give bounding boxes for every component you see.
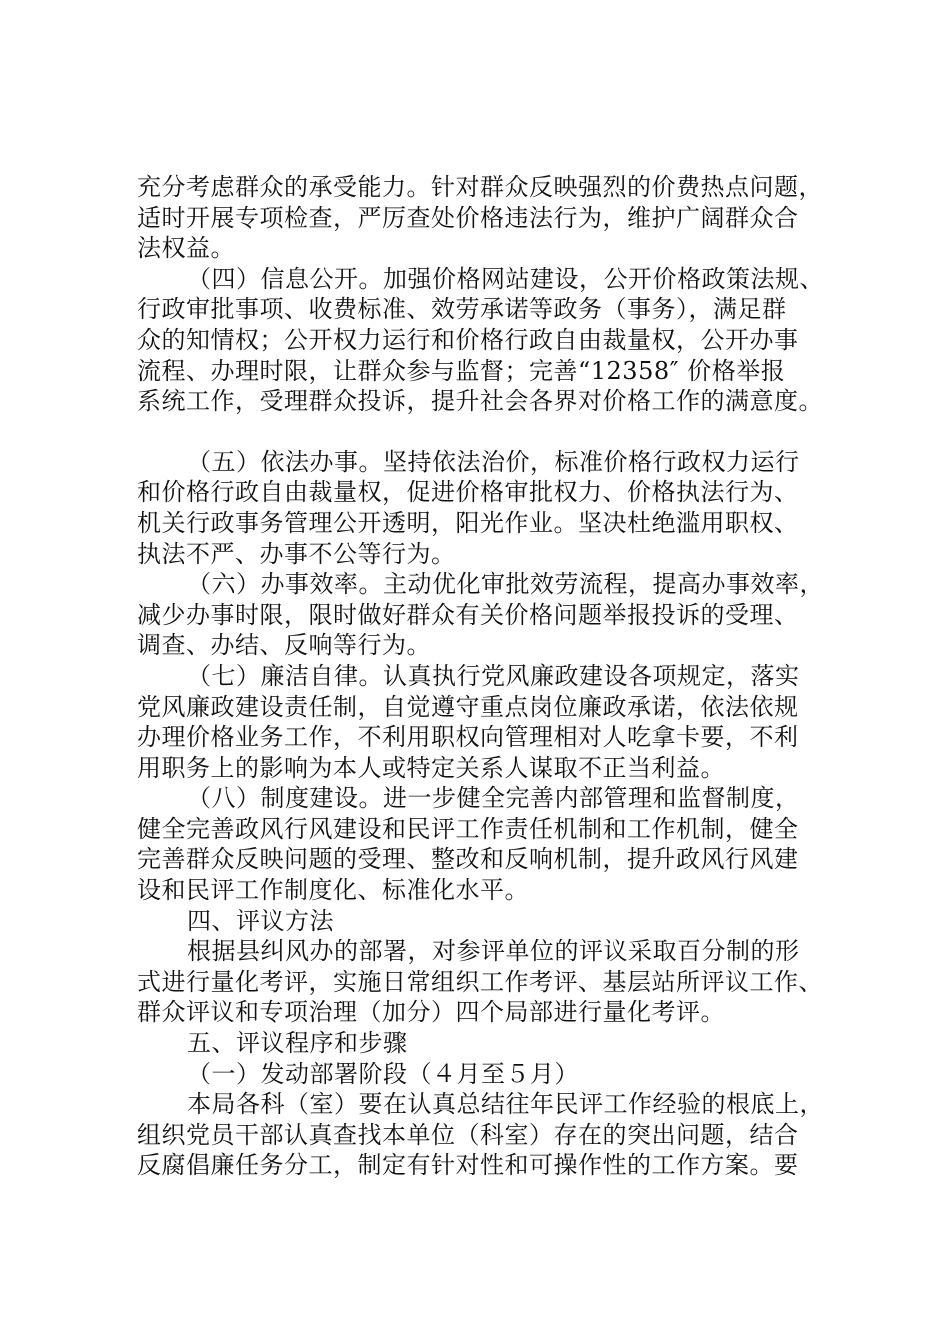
text-line: 众的知情权；公开权力运行和价格行政自由裁量权，公开办事 [137,325,799,354]
text-line: 五、评议程序和步骤 [187,1029,408,1058]
document-body [137,172,837,1181]
text-line: （四）信息公开。加强价格网站建设，公开价格政策法规、 [187,264,824,293]
text-line: 群众评议和专项治理（加分）四个局部进行量化考评。 [137,998,725,1027]
text-line: 减少办事时限，限时做好群众有关价格问题举报投诉的受理、 [137,600,799,629]
text-line: 调查、办结、反响等行为。 [137,631,431,660]
text-line: 和价格行政自由裁量权，促进价格审批权力、价格执法行为、 [137,478,799,507]
text-line: 根据县纠风办的部署，对参评单位的评议采取百分制的形 [187,937,800,966]
text-line: 式进行量化考评，实施日常组织工作考评、基层站所评议工作、 [137,967,823,996]
text-line: （六）办事效率。主动优化审批效劳流程，提高办事效率， [187,570,824,599]
text-line: 机关行政事务管理公开透明，阳光作业。坚决杜绝滥用职权、 [137,508,799,537]
text-line: （七）廉洁自律。认真执行党风廉政建设各项规定，落实 [187,661,800,690]
text-line: 执法不严、办事不公等行为。 [137,539,456,568]
text-line: 完善群众反映问题的受理、整改和反响机制，提升政风行风建 [137,845,799,874]
text-line: 设和民评工作制度化、标准化水平。 [137,876,529,905]
text-line: 四、评议方法 [187,906,334,935]
text-line: 适时开展专项检查，严厉查处价格违法行为，维护广阔群众合 [137,203,799,232]
paragraph-gap [137,417,837,447]
text-line: 法权益。 [137,234,235,263]
text-line: （八）制度建设。进一步健全完善内部管理和监督制度， [187,784,800,813]
text-line: （一）发动部署阶段（４月至５月） [187,1059,579,1088]
text-line: 健全完善政风行风建设和民评工作责任机制和工作机制，健全 [137,814,799,843]
text-line: 办理价格业务工作，不利用职权向管理相对人吃拿卡要，不利 [137,723,799,752]
text-line: 本局各科（室）要在认真总结往年民评工作经验的根底上， [187,1090,824,1119]
text-line: 反腐倡廉任务分工，制定有针对性和可操作性的工作方案。要 [137,1151,799,1180]
text-line: 用职务上的影响为本人或特定关系人谋取不正当利益。 [137,753,725,782]
text-line: 组织党员干部认真查找本单位（科室）存在的突出问题，结合 [137,1120,799,1149]
text-line: 行政审批事项、收费标准、效劳承诺等政务（事务），满足群 [137,295,787,324]
text-line: 流程、办理时限，让群众参与监督；完善“12358″ 价格举报 [137,356,786,385]
text-line: 充分考虑群众的承受能力。针对群众反映强烈的价费热点问题， [137,173,823,201]
text-line: 系统工作，受理群众投诉，提升社会各界对价格工作的满意度。 [137,387,823,416]
text-line: （五）依法办事。坚持依法治价，标准价格行政权力运行 [187,447,800,476]
text-line: 党风廉政建设责任制，自觉遵守重点岗位廉政承诺，依法依规 [137,692,799,721]
